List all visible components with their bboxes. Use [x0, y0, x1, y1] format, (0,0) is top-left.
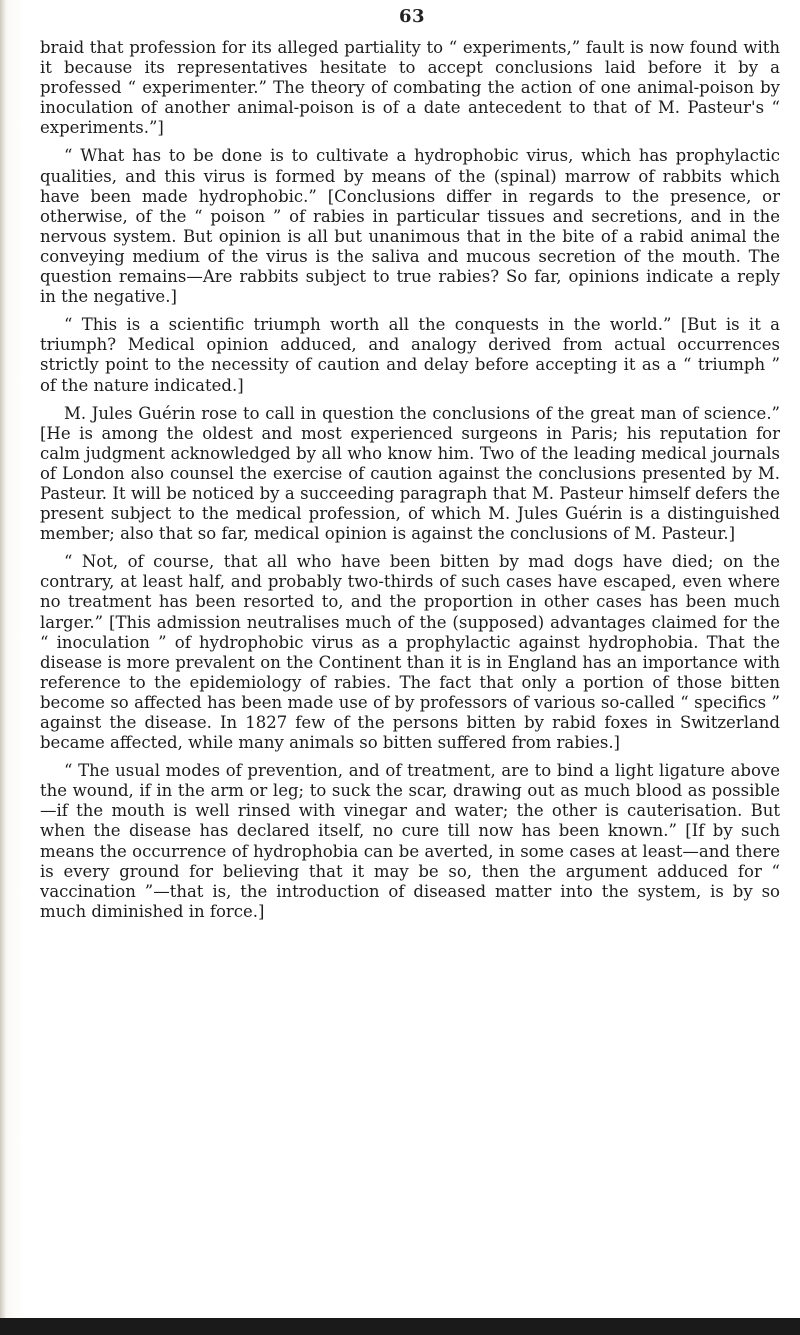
bottom-edge-rule — [0, 1318, 800, 1335]
paragraph-continued: braid that profession for its alleged partiality to “ experiments,” fault is now found with it because its representatives hesitate to accept conclusions laid before it by a professed “ experimenter.” The theory of combating the action of one animal-poison by inoculation of another animal-poison is of a date antecedent to that of M. Pasteur's “ experiments.”] — [40, 38, 780, 138]
page-number: 63 — [398, 6, 426, 27]
paragraph-jules-guerin: M. Jules Guérin rose to call in question the conclusions of the great man of science.” [He is among the oldest and most experienced surgeons in Paris; his reputation for calm judgment acknowledged by all who know him. Two of the leading medical journals of London also counsel the exercise of caution against the conclusions presented by M. Pasteur. It will be noticed by a succeeding paragraph that M. Pasteur himself defers the present subject to the medical profession, of which M. Jules Guérin is a distinguished member; also that so far, medical opinion is against the conclusions of M. Pasteur.] — [40, 403, 780, 544]
body-text — [40, 38, 780, 930]
paragraph-hydrophobic-virus: “ What has to be done is to cultivate a hydrophobic virus, which has prophylactic qualities, and this virus is formed by means of the (spinal) marrow of rabbits which have been made hydrophobic.” [Conclusions differ in regards to the presence, or otherwise, of the “ poison ” of rabies in particular tissues and secretions, and in the nervous system. But opinion is all but unanimous that in the bite of a rabid animal the conveying medium of the virus is the saliva and mucous secretion of the mouth. The question remains—Are rabbits subject to true rabies? So far, opinions indicate a reply in the negative.] — [40, 146, 780, 307]
paragraph-modes-of-prevention: “ The usual modes of prevention, and of treatment, are to bind a light ligature above the wound, if in the arm or leg; to suck the scar, drawing out as much blood as possible—if the mouth is well rinsed with vinegar and water; the other is cauterisation. But when the disease has declared itself, no cure till now has been known.” [If by such means the occurrence of hydrophobia can be averted, in some cases at least—and there is every ground for believing that it may be so, then the argument adduced for “ vaccination ”—that is, the introduction of diseased matter into the system, is by so much diminished in force.] — [40, 761, 780, 921]
paragraph-scientific-triumph: “ This is a scientific triumph worth all the conquests in the world.” [But is it a triumph? Medical opinion adduced, and analogy derived from actual occurrences strictly point to the necessity of caution and delay before accepting it as a “ triumph ” of the nature indicated.] — [40, 315, 780, 395]
spine-shadow — [0, 0, 6, 1335]
paragraph-not-all-bitten: “ Not, of course, that all who have been bitten by mad dogs have died; on the contrary, at least half, and probably two-thirds of such cases have escaped, even where no treatment has been resorted to, and the proportion in other cases has been much larger.” [This admission neutralises much of the (supposed) advantages claimed for the “ inoculation ” of hydrophobic virus as a prophylactic against hydrophobia. That the disease is more prevalent on the Continent than it is in England has an importance with reference to the epidemiology of rabies. The fact that only a portion of those bitten become so affected has been made use of by professors of various so-called “ specifics ” against the disease. In 1827 few of the persons bitten by rabid foxes in Switzerland became affected, while many animals so bitten suffered from rabies.] — [40, 552, 780, 753]
